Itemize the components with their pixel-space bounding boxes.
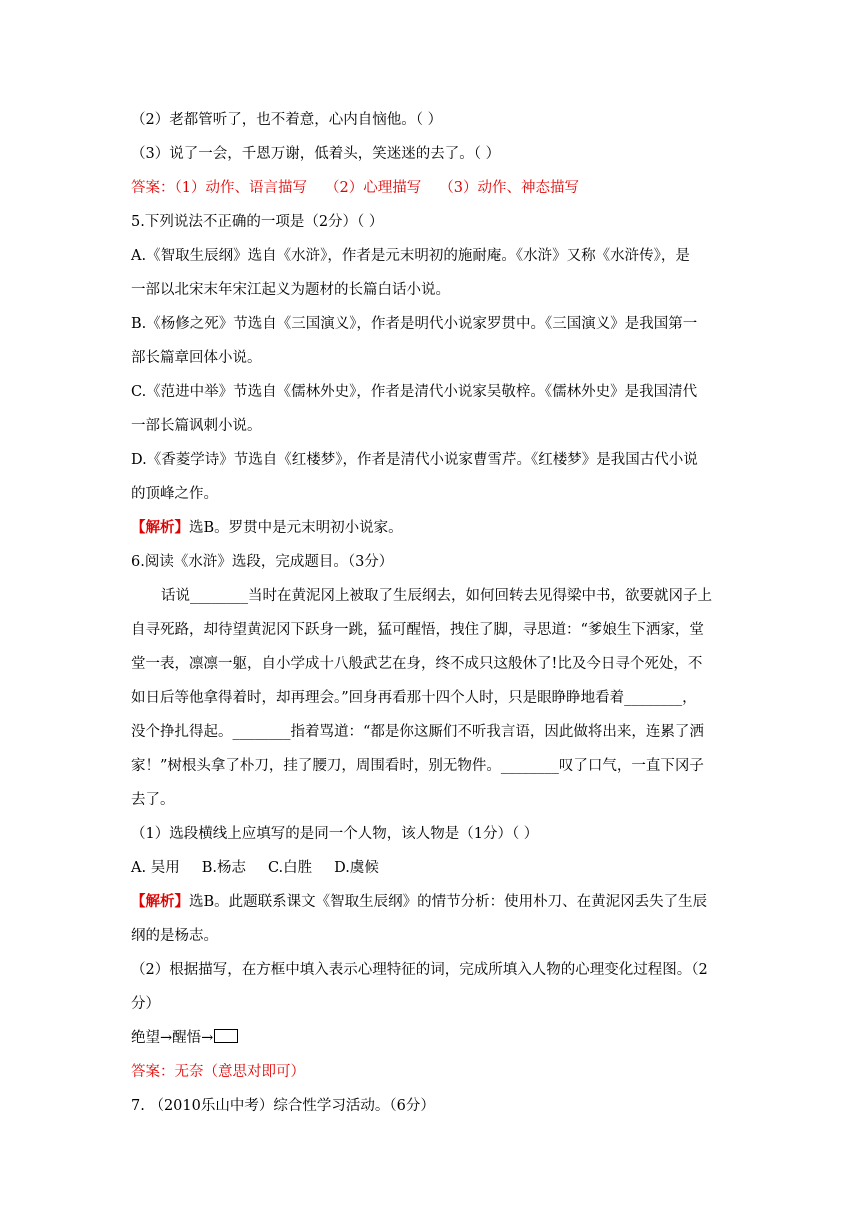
analysis-label: 【解析】 — [131, 519, 189, 536]
option-line: 的顶峰之作。 — [131, 486, 218, 502]
question-line: （2）老都管听了，也不着意，心内自恼他。（ ） — [131, 112, 443, 128]
analysis-label: 【解析】 — [131, 893, 189, 910]
answer-part: （1）动作、语言描写 — [174, 180, 307, 196]
analysis-line — [131, 518, 403, 538]
answer-box — [214, 1029, 238, 1043]
subquestion-line: （2）根据描写，在方框中填入表示心理特征的词，完成所填入人物的心理变化过程图。（2 — [131, 962, 708, 978]
passage-line: 家！”树根头拿了朴刀，挂了腰刀，周围看时，别无物件。________叹了口气，一直下冈子 — [131, 758, 704, 774]
option-line: C.《范进中举》节选自《儒林外史》，作者是清代小说家吴敬梓。《儒林外史》是我国清代 — [131, 384, 698, 400]
passage-line: 话说________当时在黄泥冈上被取了生辰纲去，如何回转去见得梁中书，欲要就冈子上 — [161, 588, 712, 604]
option-line: 部长篇章回体小说。 — [131, 350, 262, 366]
analysis-text: 选B。此题联系课文《智取生辰纲》的情节分析：使用朴刀、在黄泥冈丢失了生辰 — [189, 894, 708, 910]
flow-diagram — [131, 1028, 238, 1048]
question-title: 7. （2010乐山中考）综合性学习活动。（6分） — [131, 1098, 435, 1114]
answer-label: 答案： — [131, 1064, 175, 1080]
passage-line: 自寻死路，却待望黄泥冈下跃身一跳，猛可醒悟，拽住了脚，寻思道：“爹娘生下洒家，堂 — [131, 622, 704, 638]
answer-label: 答案： — [131, 180, 175, 196]
option-a: A. 吴用 — [131, 860, 180, 876]
subquestion-line: 分） — [131, 996, 160, 1012]
option-line: D.《香菱学诗》节选自《红楼梦》，作者是清代小说家曹雪芹。《红楼梦》是我国古代小说 — [131, 452, 698, 468]
question-line: （3）说了一会，千恩万谢，低着头，笑迷迷的去了。（ ） — [131, 146, 501, 162]
option-b: B.杨志 — [201, 860, 246, 876]
analysis-line: 纲的是杨志。 — [131, 928, 218, 944]
analysis-line — [131, 892, 707, 912]
option-line: B.《杨修之死》节选自《三国演义》，作者是明代小说家罗贯中。《三国演义》是我国第一 — [131, 316, 698, 332]
flow-text: 绝望→醒悟→ — [131, 1030, 214, 1046]
answer-line — [131, 1062, 305, 1082]
option-c: C.白胜 — [267, 860, 313, 876]
option-line: 一部以北宋末年宋江起义为题材的长篇白话小说。 — [131, 282, 450, 298]
passage-line: 没个挣扎得起。________指着骂道：“都是你这厮们不听我言语，因此做将出来，连累了洒 — [131, 724, 704, 740]
option-line: 一部长篇讽刺小说。 — [131, 418, 262, 434]
passage-line: 堂一表，凛凛一躯，自小学成十八般武艺在身，终不成只这般休了!比及今日寻个死处，不 — [131, 656, 703, 672]
question-title: 6.阅读《水浒》选段，完成题目。（3分） — [131, 554, 394, 570]
answer-part: （3）动作、神态描写 — [439, 180, 579, 196]
option-line: A.《智取生辰纲》选自《水浒》，作者是元末明初的施耐庵。《水浒》又称《水浒传》，是 — [131, 248, 690, 264]
passage-line: 去了。 — [131, 792, 175, 808]
passage-line: 如日后等他拿得着时，却再理会。”回身再看那十四个人时，只是眼睁睁地看着________， — [131, 690, 697, 706]
answer-line — [131, 178, 579, 198]
answer-part: （2）心理描写 — [324, 180, 422, 196]
option-d: D.虞候 — [334, 860, 379, 876]
analysis-text: 选B。罗贯中是元末明初小说家。 — [189, 520, 403, 536]
answer-text: 无奈（意思对即可） — [174, 1064, 305, 1080]
question-title: 5.下列说法不正确的一项是（2分）（ ） — [131, 214, 384, 230]
options-row — [131, 858, 379, 878]
subquestion-line: （1）选段横线上应填写的是同一个人物，该人物是（1分）（ ） — [131, 826, 539, 842]
